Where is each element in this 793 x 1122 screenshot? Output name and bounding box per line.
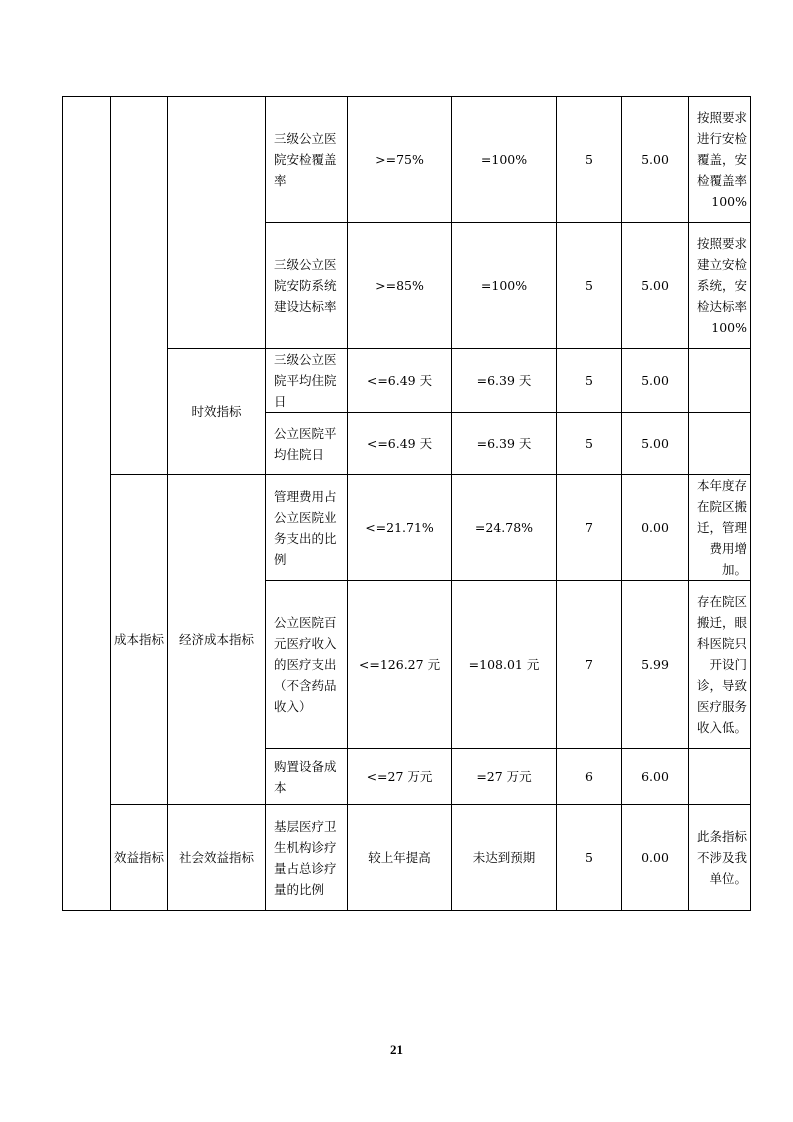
weight: 7 — [557, 581, 622, 749]
indicator-name: 三级公立医院平均住院日 — [266, 349, 348, 413]
indicator-name: 基层医疗卫生机构诊疗量占总诊疗量的比例 — [266, 805, 348, 911]
weight: 5 — [557, 349, 622, 413]
annual-target: <=21.71% — [348, 475, 452, 581]
actual-value: 未达到预期 — [452, 805, 557, 911]
weight: 5 — [557, 413, 622, 475]
weight: 6 — [557, 749, 622, 805]
table-row — [63, 805, 751, 911]
score: 5.00 — [622, 223, 689, 349]
remark — [689, 749, 751, 805]
primary-indicator-cell — [63, 97, 111, 911]
score: 0.00 — [622, 475, 689, 581]
actual-value: =6.39 天 — [452, 349, 557, 413]
actual-value: =24.78% — [452, 475, 557, 581]
weight: 5 — [557, 805, 622, 911]
weight: 5 — [557, 223, 622, 349]
page-number: 21 — [390, 1042, 403, 1057]
score: 5.99 — [622, 581, 689, 749]
secondary-indicator-cell — [111, 97, 168, 475]
indicator-name: 购置设备成本 — [266, 749, 348, 805]
actual-value: =100% — [452, 223, 557, 349]
secondary-indicator-cell: 效益指标 — [111, 805, 168, 911]
actual-value: =100% — [452, 97, 557, 223]
score: 5.00 — [622, 97, 689, 223]
score: 5.00 — [622, 413, 689, 475]
annual-target: 较上年提高 — [348, 805, 452, 911]
remark: 按照要求建立安检系统，安检达标率100% — [689, 223, 751, 349]
remark: 本年度存在院区搬迁，管理费用增加。 — [689, 475, 751, 581]
tertiary-indicator-cell — [168, 97, 266, 349]
actual-value: =27 万元 — [452, 749, 557, 805]
indicator-name: 三级公立医院安防系统建设达标率 — [266, 223, 348, 349]
remark: 按照要求进行安检覆盖，安检覆盖率100% — [689, 97, 751, 223]
remark: 存在院区搬迁，眼科医院只开设门诊，导致医疗服务收入低。 — [689, 581, 751, 749]
annual-target: <=27 万元 — [348, 749, 452, 805]
annual-target: <=6.49 天 — [348, 349, 452, 413]
annual-target: <=6.49 天 — [348, 413, 452, 475]
indicator-name: 公立医院平均住院日 — [266, 413, 348, 475]
actual-value: =108.01 元 — [452, 581, 557, 749]
secondary-indicator-cell: 成本指标 — [111, 475, 168, 805]
weight: 7 — [557, 475, 622, 581]
weight: 5 — [557, 97, 622, 223]
annual-target: >=85% — [348, 223, 452, 349]
annual-target: <=126.27 元 — [348, 581, 452, 749]
actual-value: =6.39 天 — [452, 413, 557, 475]
remark — [689, 413, 751, 475]
table-row — [63, 97, 751, 223]
indicator-name: 公立医院百元医疗收入的医疗支出（不含药品收入） — [266, 581, 348, 749]
tertiary-indicator-cell: 时效指标 — [168, 349, 266, 475]
remark — [689, 349, 751, 413]
score: 0.00 — [622, 805, 689, 911]
score: 5.00 — [622, 349, 689, 413]
remark: 此条指标不涉及我单位。 — [689, 805, 751, 911]
annual-target: >=75% — [348, 97, 452, 223]
tertiary-indicator-cell: 社会效益指标 — [168, 805, 266, 911]
performance-indicator-table — [62, 96, 751, 911]
table-row — [63, 475, 751, 581]
tertiary-indicator-cell: 经济成本指标 — [168, 475, 266, 805]
indicator-name: 管理费用占公立医院业务支出的比例 — [266, 475, 348, 581]
indicator-name: 三级公立医院安检覆盖率 — [266, 97, 348, 223]
score: 6.00 — [622, 749, 689, 805]
